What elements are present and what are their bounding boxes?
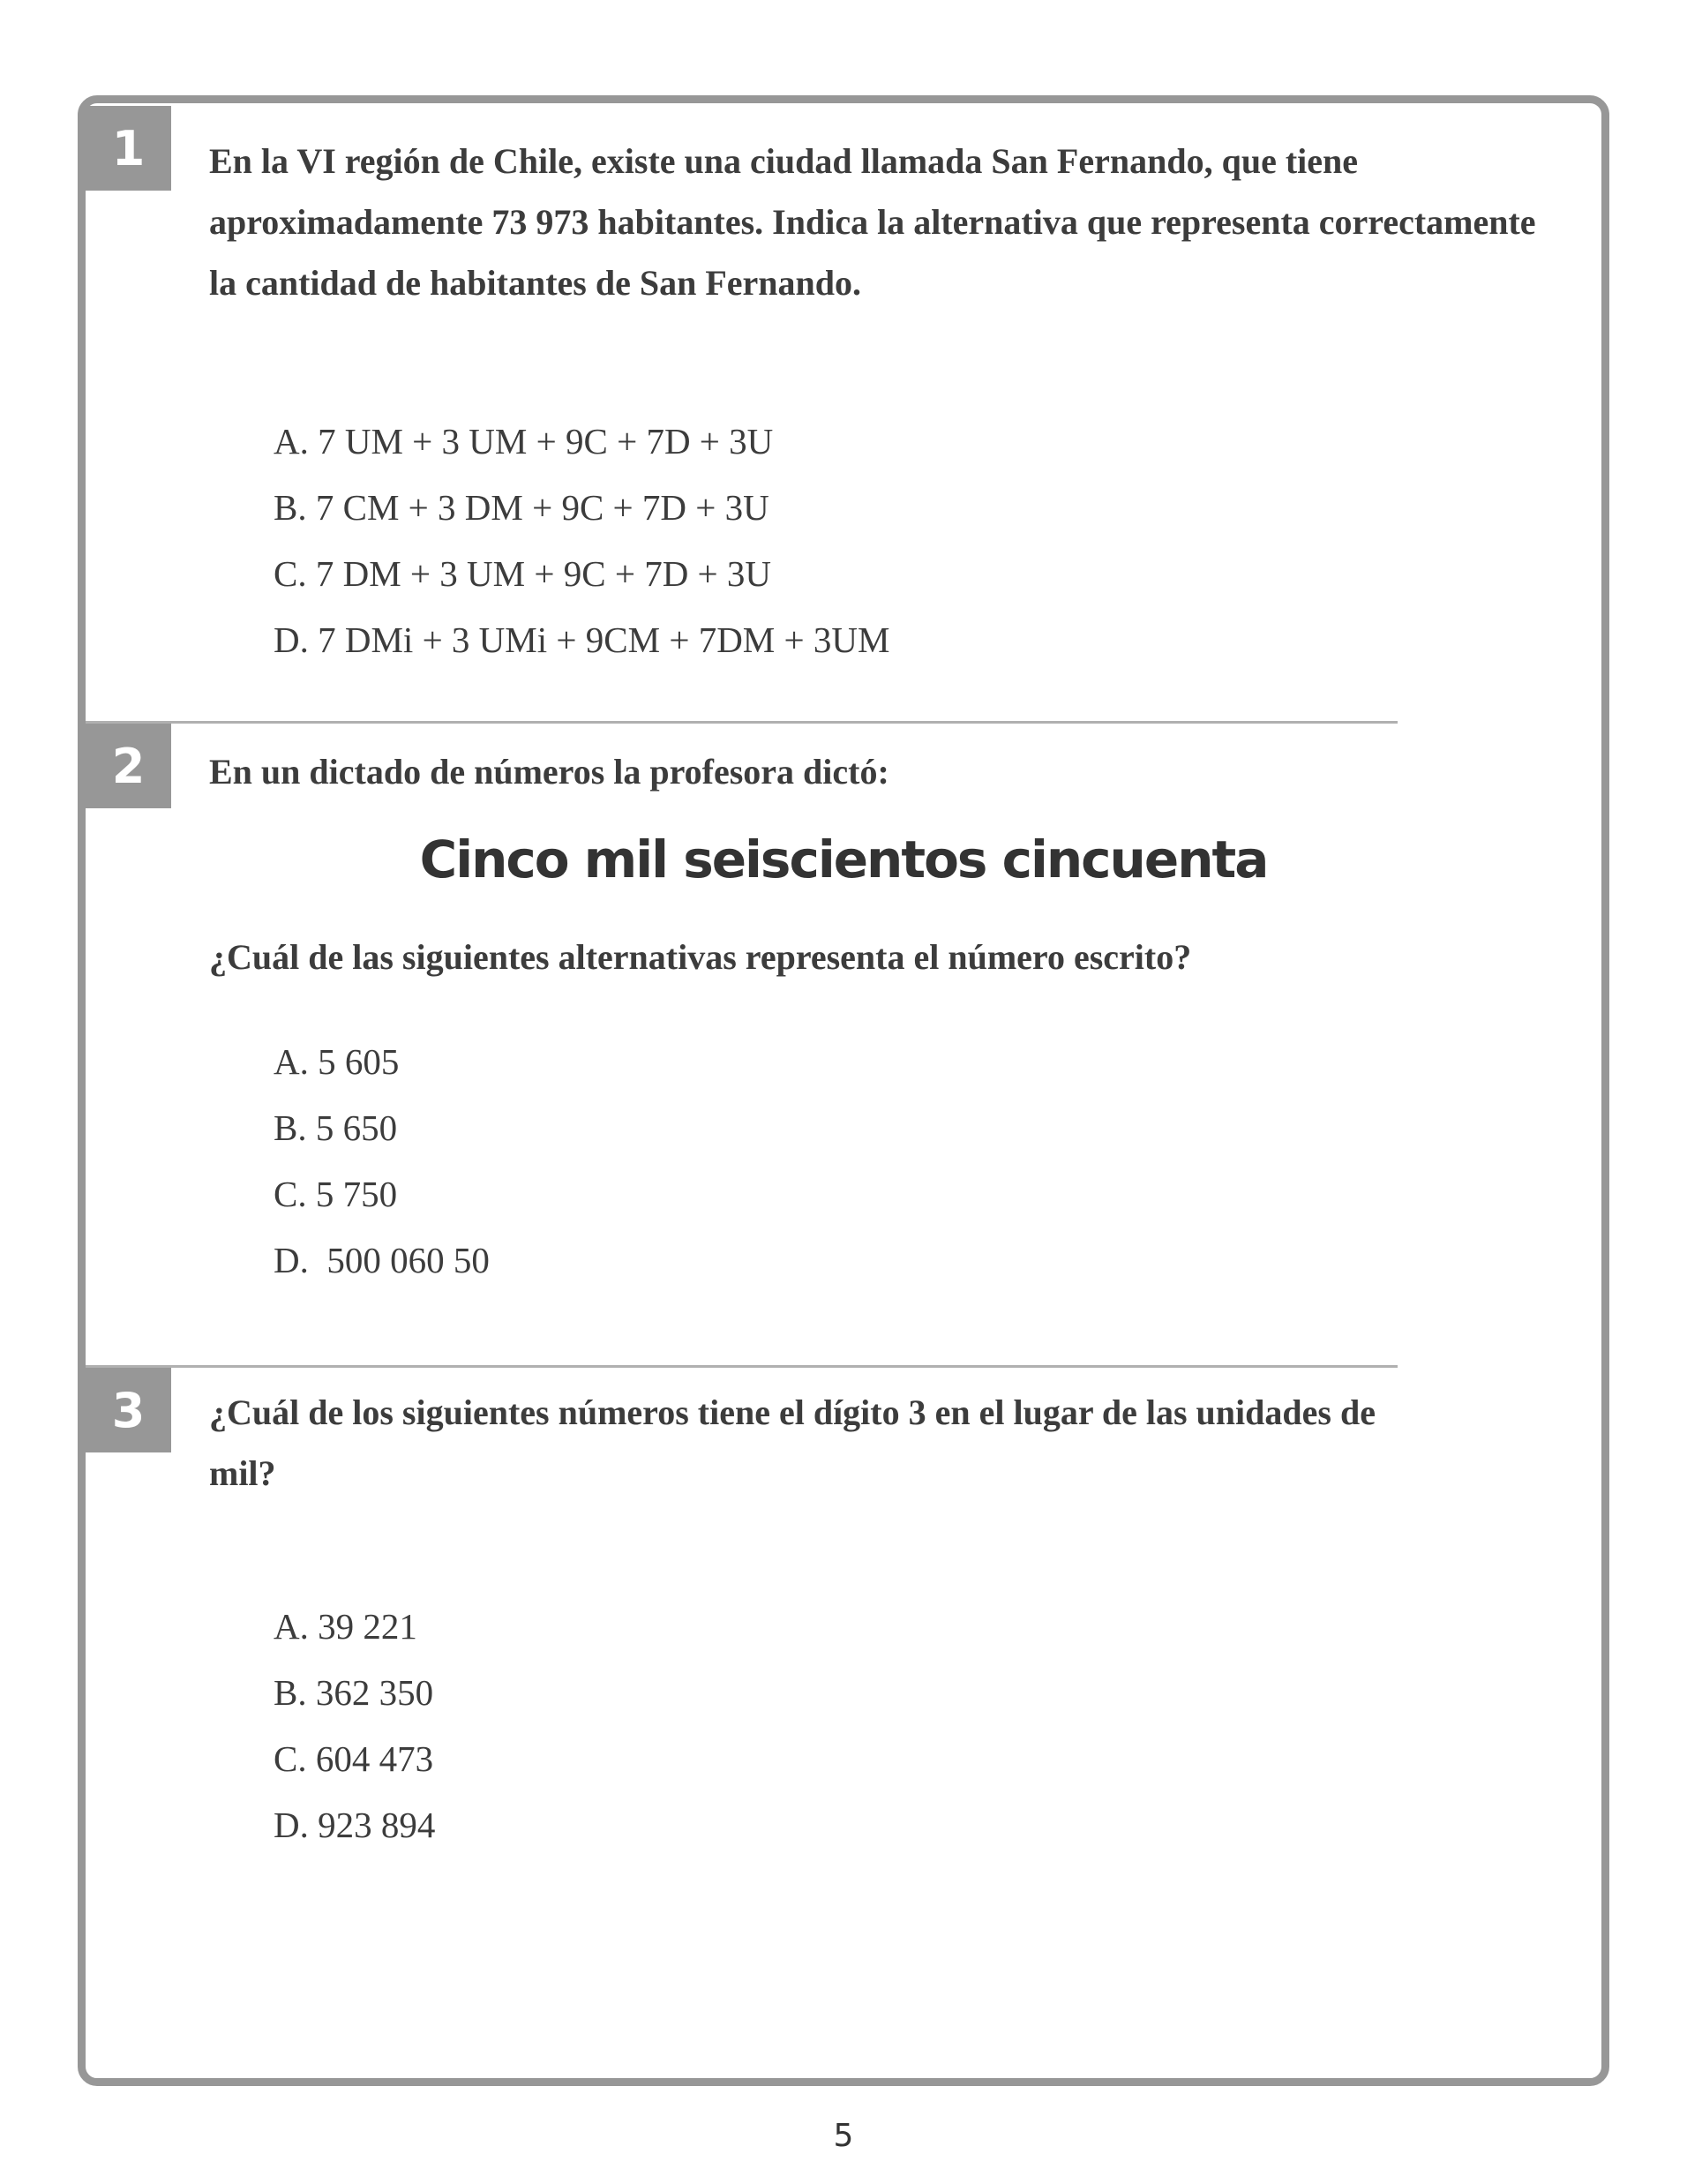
question-3-options: [274, 1594, 435, 1858]
divider-1: [86, 721, 1398, 724]
divider-2: [86, 1365, 1398, 1368]
question-1-number-badge: 1: [86, 106, 171, 191]
question-2-options: [274, 1029, 490, 1294]
question-1-text: En la VI región de Chile, existe una ciudad llamada San Fernando, que tiene aproximadamente 73 973 habitantes. Indica la alternativa que representa correctamente la cantidad de habitantes de San Fernando.: [209, 141, 1536, 303]
question-3-option-d: D. 923 894: [274, 1805, 436, 1845]
question-2-text: En un dictado de números la profesora dictó:: [209, 752, 889, 792]
question-3-text: ¿Cuál de los siguientes números tiene el dígito 3 en el lugar de las unidades de mil?: [209, 1392, 1376, 1493]
question-1-option-a: A. 7 UM + 3 UM + 9C + 7D + 3U: [274, 421, 774, 462]
question-3-option-b: B. 362 350: [274, 1672, 434, 1713]
question-2-option-a: A. 5 605: [274, 1041, 400, 1082]
dictation-text: Cinco mil seiscientos cincuenta: [419, 829, 1268, 889]
question-3-option-a: A. 39 221: [274, 1606, 417, 1647]
page-number: 5: [833, 2118, 854, 2154]
question-1-option-b: B. 7 CM + 3 DM + 9C + 7D + 3U: [274, 487, 769, 528]
question-3-number-badge: 3: [86, 1368, 171, 1452]
question-3-option-c: C. 604 473: [274, 1738, 434, 1779]
question-2-number-badge: 2: [86, 724, 171, 808]
question-1-options: [274, 409, 889, 673]
question-2-option-b: B. 5 650: [274, 1107, 398, 1148]
question-2-option-d: D. 500 060 50: [274, 1240, 490, 1280]
question-1-option-c: C. 7 DM + 3 UM + 9C + 7D + 3U: [274, 553, 772, 594]
question-2-subquestion: ¿Cuál de las siguientes alternativas representa el número escrito?: [209, 937, 1192, 977]
question-2-option-c: C. 5 750: [274, 1174, 398, 1214]
question-1-option-d: D. 7 DMi + 3 UMi + 9CM + 7DM + 3UM: [274, 619, 890, 660]
